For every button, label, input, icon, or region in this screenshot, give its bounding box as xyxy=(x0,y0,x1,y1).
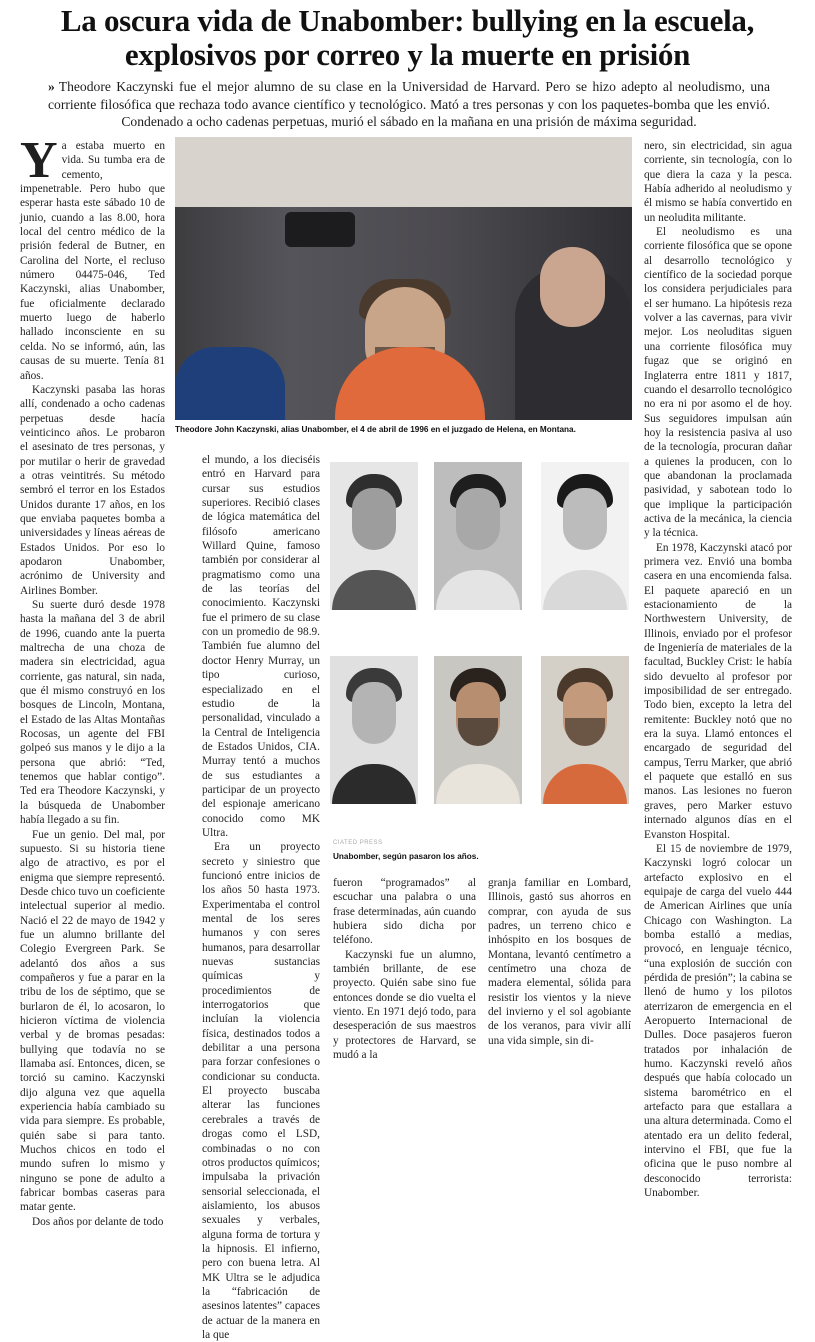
paragraph: En 1978, Kaczynski atacó por primera vez. Envió una bomba casera en una encomienda falsa. El paquete apareció en un estacionamiento de la Northwestern University, de Illinois, enviado por el profesor de Ingeniería de materiales de la facultad, Buckley Crist: le había sido devuelto al profesor por imposibilidad de ser entregado. Todo bien, excepto la letra del remitente: Buckley notó que no era la suya. Llamó entonces el encargado de seguridad del campus, Terru Marker, que abrió el paquete que estalló en sus manos. Las lesiones no fueron graves, pero Marker estuvo internado algunos días en el Evanston Hospital. xyxy=(644,541,792,841)
photo-grid-caption: Unabomber, según pasaron los años. xyxy=(333,852,479,861)
article-column-4 xyxy=(488,876,631,1047)
article-column-2 xyxy=(202,453,320,1341)
paragraph: Kaczynski pasaba las horas allí, condenado a ocho cadenas perpetuas desde hacía veinticinco años. Le probaron el asesinato de tres personas, y por mutilar o herir de gravedad a otras veintitrés. Su método sembró el terror en los Estados Unidos durante 17 años, en los que enviaba paquetes bomba a universidades y líneas aéreas de Estados Unidos. Por eso lo apodaron Unabomber, acrónimo de University and Airlines Bomber. xyxy=(20,383,165,597)
headline-line-1: La oscura vida de Unabomber: bullying en la escuela, xyxy=(60,3,755,38)
paragraph: El 15 de noviembre de 1979, Kaczynski logró colocar un artefacto explosivo en el equipaje de carga del vuelo 444 de American Airlines que unía Chicago con Washington. La bomba estalló a medias, provocó, en lenguaje técnico, “una explosión de succión con pérdida de presión”; la cabina se llenó de humo y los pilotos aterrizaron de emergencia en el Aeropuerto Internacional de Dulles. Doce pasajeros fueron tratados por inhalación de humo. Kaczynski reveló años después que había colocado un sistema barométrico en el artefacto para que estallara a una altura determinada. Como el atentado era un delito federal, intervino el FBI, que fue la oficina que le puso nombre al desconocido terrorista: Unabomber. xyxy=(644,842,792,1200)
main-photo-caption: Theodore John Kaczynski, alias Unabomber, el 4 de abril de 1996 en el juzgado de Helena, en Montana. xyxy=(175,425,576,434)
paragraph: Kaczynski fue un alumno, también brillante, de ese proyecto. Quién sabe sino fue entonces donde se dio vuelta el viento. En 1971 dejó todo, para desesperación de sus maestros y protectores de Harvard, se mudó a la xyxy=(333,948,476,1062)
portrait-tile xyxy=(434,462,522,610)
paragraph xyxy=(20,132,165,383)
paragraph: Fue un genio. Del mal, por supuesto. Si su historia tiene algo de atractivo, es por el enigma que siempre representó. Desde chico tuvo un coeficiente intelectual superior al medio. Nació el 22 de mayo de 1942 y fue un alumno brillante del Colegio Evergreen Park. Se adelantó dos años a sus compañeros y fue a parar en la tribu de los de séptimo, que se burlaron de él, lo acosaron, lo hicieron víctima de violencia verbal y de bromas pesadas: bullying que todavía no se llamaba así. Entonces, dicen, se torció su camino. Kaczynski dijo alguna vez que aquella experiencia había cambiado su vida para siempre. Es probable, quién sabe si para tanto. Muchos chicos en todo el mundo sufren lo mismo y ninguno se pone de adulto a fabricar bombas caseras para matar gente. xyxy=(20,828,165,1214)
photo-agency-credit: CIATED PRESS xyxy=(333,840,383,846)
paragraph: Era un proyecto secreto y siniestro que funcionó entre inicios de los años 50 hasta 1973. Experimentaba el control mental de los seres humanos y con seres humanos, para desarrollar nuevas sustancias químicas y procedimientos de interrogatorios que incluían la violencia física, destinados todos a debilitar a una persona para forzar confesiones o condicionar su conducta. El proyecto buscaba alterar las funciones cerebrales a través de drogas como el LSD, combinadas o no con otros productos químicos; impulsaba la privación sensorial seleccionada, el aislamiento, los abusos sexuales y verbales, alguna forma de tortura y la hipnosis. El infierno, pero con buena letra. Al MK Ultra se le adjudica la “fabricación de asesinos latentes” capaces de actuar de la manera en la que xyxy=(202,841,320,1341)
paragraph: fueron “programados” al escuchar una palabra o una frase determinadas, aún cuando hubiera sido dicha por teléfono. xyxy=(333,877,476,947)
paragraph: nero, sin electricidad, sin agua corriente, sin tecnología, con lo que diera la caza y la pesca. Había adherido al neoludismo y él mismo se había convertido en un neoludita militante. xyxy=(644,140,792,224)
headline-line-2: explosivos por correo y la muerte en prisión xyxy=(124,37,691,72)
paragraph: granja familiar en Lombard, Illinois, gastó sus ahorros en comprar, con ayuda de sus padres, un terreno chico e inhóspito en los bosques de Montana, levantó centímetro a centímetro una choza de madera elemental, sólida para resistir los vientos y la nieve del invierno y el sol agobiante de los veranos, para vivir allí una vida simple, sin di- xyxy=(488,877,631,1047)
main-photo xyxy=(175,137,632,420)
portrait-tile xyxy=(541,462,629,610)
lead-paragraph xyxy=(48,78,770,131)
drop-cap: Y xyxy=(20,132,58,189)
portrait-tile xyxy=(434,656,522,804)
photo-grid xyxy=(330,460,635,845)
lead-text: Theodore Kaczynski fue el mejor alumno de su clase en la Universidad de Harvard. Pero se hizo adepto al neoludismo, una corriente filosófica que rechaza todo avance científico y tecnológico. Mató a tres personas y con los paquetes-bomba que les envió. Condenado a ocho cadenas perpetuas, murió el sábado en la mañana en una prisión de máxima seguridad. xyxy=(48,79,770,129)
article-column-1 xyxy=(20,132,165,1228)
headline xyxy=(0,4,815,72)
paragraph: Su suerte duró desde 1978 hasta la mañana del 3 de abril de 1996, cuando ante la puerta maltrecha de una choza de madera sin electricidad, agua corriente, gas natural, sin nada, que él mismo construyó en los bosques de Lincoln, Montana, el Estado de las Altas Montañas Rocosas, un agente del FBI golpeó sus manos y le dijo a la persona que abrió: “Ted, tenemos que hablar contigo”. Ted era Theodore Kaczynski, y la búsqueda de Unabomber había llegado a su fin. xyxy=(20,599,165,827)
paragraph-text: a estaba muerto en vida. Su tumba era de cemento, impenetrable. Pero hubo que esperar hasta este sábado 10 de junio, cuando a las 8.00, hora local del centro médico de la prisión federal de Butner, en Carolina del Norte, el recluso número 04475-046, Ted Kaczynski, alias Unabomber, fue oficialmente declarado muerto luego de haberlo hallado inconsciente en su celda. No se informó, aún, las causas de su muerte. Tenía 81 años. xyxy=(20,140,165,382)
paragraph: El neoludismo es una corriente filosófica que se opone al desarrollo tecnológico y científico de la sociedad porque los considera perjudiciales para el ser humano. La hipótesis reza volver a las cavernas, para vivir mejor. Los neoluditas siguen una corriente filosófica muy fugaz que se originó en Inglaterra entre 1811 y 1817, cuando el desarrollo tecnológico no era ni por asomo el de hoy. Sus seguidores impulsan aún hoy la resistencia pasiva al uso de la tecnología, procuran dañar a quienes la producen, con lo que abandonan la proclamada pasividad, y sabotean todo lo que implique la participación activa de la mecánica, la ciencia y la técnica. xyxy=(644,226,792,540)
lead-marker-icon: » xyxy=(48,79,55,94)
portrait-tile xyxy=(330,656,418,804)
tv-camera-shape xyxy=(285,212,355,247)
article-column-5 xyxy=(644,139,792,1200)
article-column-3 xyxy=(333,876,476,1062)
paragraph: Dos años por delante de todo xyxy=(32,1215,164,1228)
portrait-tile xyxy=(330,462,418,610)
paragraph: el mundo, a los dieciséis entró en Harvard para cursar sus estudios superiores. Recibió clases de lógica matemática del filósofo americano Willard Quine, famoso también por considerar al pragmatismo como una de las teorías del conocimiento. Kaczynski fue el primero de su clase con un promedio de 98.9. También fue alumno del doctor Henry Murray, un tipo curioso, especializado en el estudio de la personalidad, vinculado a la Central de Inteligencia de Estados Unidos, CIA. Murray tentó a muchos de sus estudiantes a participar de un proyecto del espionaje americano conocido como MK Ultra. xyxy=(202,454,320,839)
portrait-tile xyxy=(541,656,629,804)
